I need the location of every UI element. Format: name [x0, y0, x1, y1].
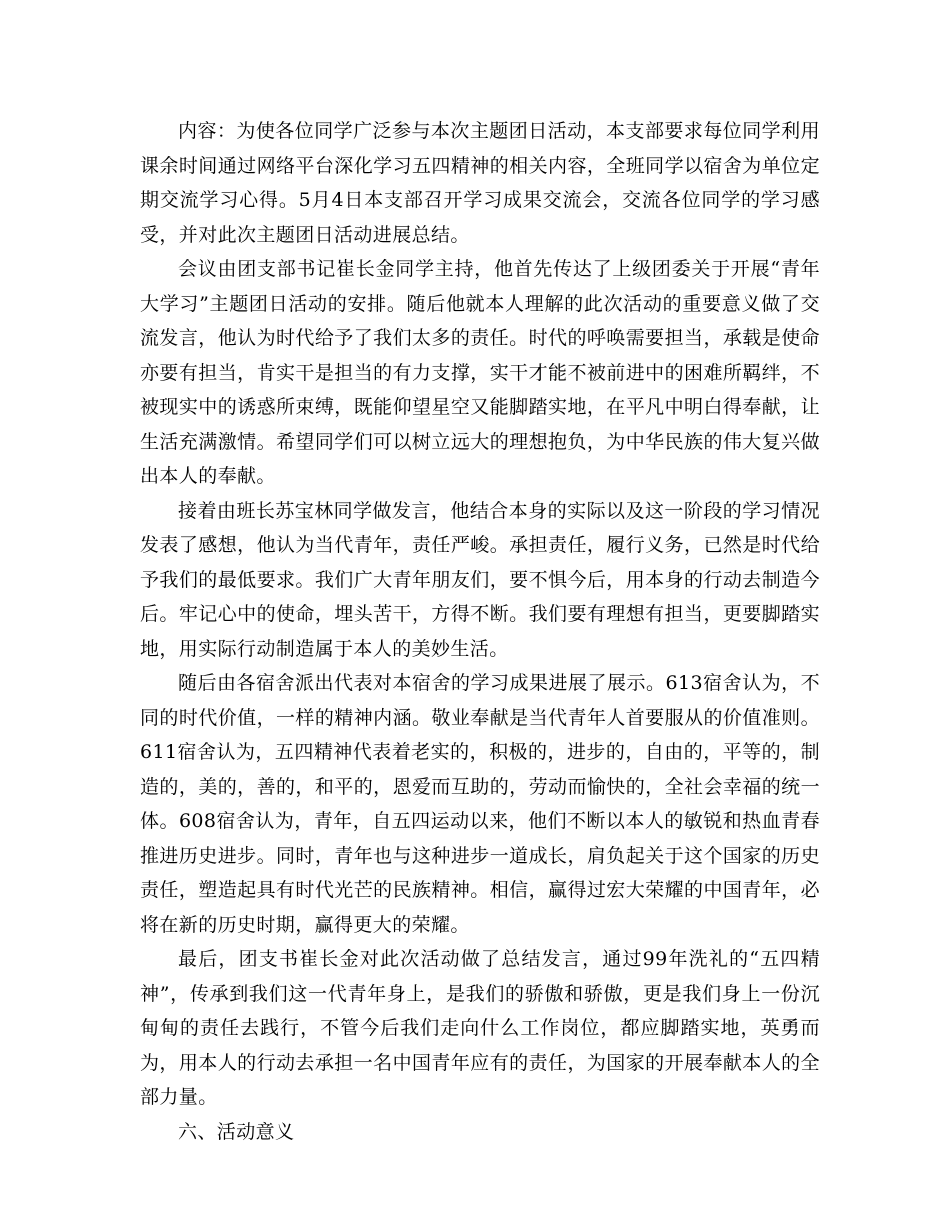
paragraph-content: 内容：为使各位同学广泛参与本次主题团日活动，本支部要求每位同学利用课余时间通过网络平台深化学习五四精神的相关内容，全班同学以宿舍为单位定期交流学习心得。5月4日本支部召开学习成果交流会，交流各位同学的学习感受，并对此次主题团日活动进展总结。 [140, 120, 820, 246]
paragraph-dorm-presentations: 随后由各宿舍派出代表对本宿舍的学习成果进展了展示。613宿舍认为，不同的时代价值，一样的精神内涵。敬业奉献是当代青年人首要服从的价值准则。611宿舍认为，五四精神代表着老实的，积极的，进步的，自由的，平等的，制造的，美的，善的，和平的，恩爱而互助的，劳动而愉快的，全社会幸福的统一体。608宿舍认为，青年，自五四运动以来，他们不断以本人的敏锐和热血青春推进历史进步。同时，青年也与这种进步一道成长，肩负起关于这个国家的历史责任，塑造起具有时代光芒的民族精神。相信，赢得过宏大荣耀的中国青年，必将在新的历史时期，赢得更大的荣耀。 [140, 672, 820, 936]
paragraph-summary: 最后，团支书崔长金对此次活动做了总结发言，通过99年洗礼的“五四精神”，传承到我们这一代青年身上，是我们的骄傲和骄傲，更是我们身上一份沉甸甸的责任去践行，不管今后我们走向什么工作岗位，都应脚踏实地，英勇而为，用本人的行动去承担一名中国青年应有的责任，为国家的开展奉献本人的全部力量。 [140, 948, 820, 1108]
document-body [140, 114, 820, 1149]
paragraph-meeting: 会议由团支部书记崔长金同学主持，他首先传达了上级团委关于开展“青年大学习”主题团日活动的安排。随后他就本人理解的此次活动的重要意义做了交流发言，他认为时代给予了我们太多的责任。时代的呼唤需要担当，承载是使命亦要有担当，肯实干是担当的有力支撑，实干才能不被前进中的困难所羁绊，不被现实中的诱惑所束缚，既能仰望星空又能脚踏实地，在平凡中明白得奉献，让生活充满激情。希望同学们可以树立远大的理想抱负，为中华民族的伟大复兴做出本人的奉献。 [140, 258, 820, 487]
paragraph-monitor-speech: 接着由班长苏宝林同学做发言，他结合本身的实际以及这一阶段的学习情况发表了感想，他认为当代青年，责任严峻。承担责任，履行义务，已然是时代给予我们的最低要求。我们广大青年朋友们，要不惧今后，用本身的行动去制造今后。牢记心中的使命，埋头苦干，方得不断。我们要有理想有担当，更要脚踏实地，用实际行动制造属于本人的美妙生活。 [140, 499, 820, 660]
section-heading: 六、活动意义 [178, 1120, 295, 1143]
